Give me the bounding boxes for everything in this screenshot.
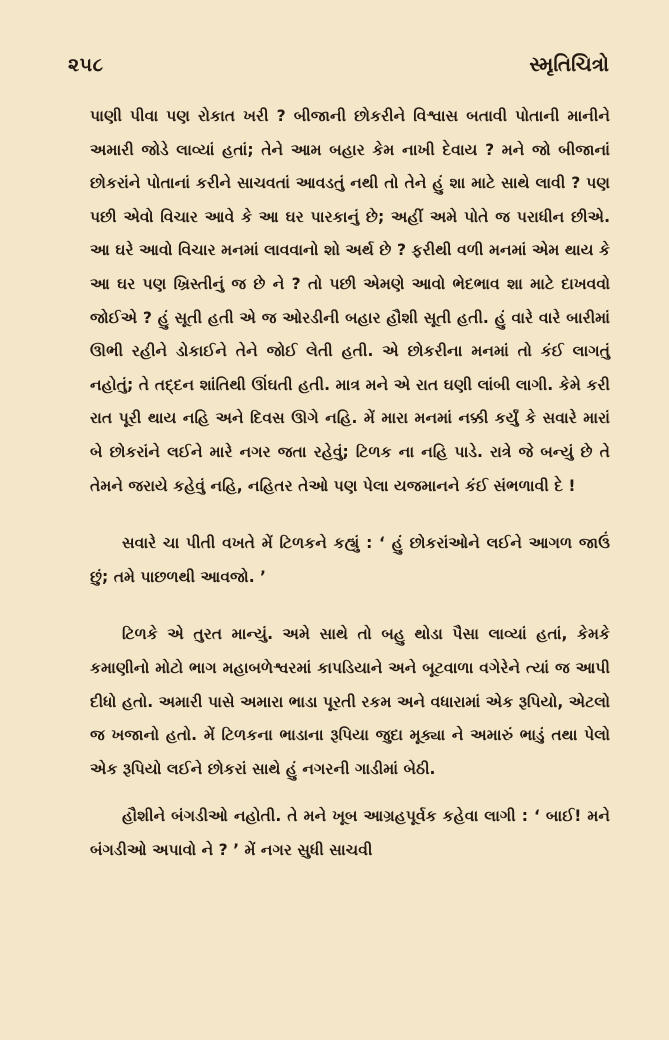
running-title: સ્મૃતિચિત્રો (529, 52, 609, 76)
paragraph: હૌશીને બંગડીઓ નહોતી. તે મને ખૂબ આગ્રહપૂર્વક કહેવા લાગી : ‘ બાઈ! મને બંગડીઓ અપાવો ને ? ’ મેં નગર સુધી સાચવી (90, 807, 610, 859)
paragraph: સવારે ચા પીતી વખતે મેં ટિળકને કહ્યું : ‘ હું છોકરાંઓને લઈને આગળ જાઉં છું; તમે પાછળથી આવજો. ’ (90, 534, 610, 586)
paragraph: પાણી પીવા પણ રોકાત ખરી ? બીજાની છોકરીને વિશ્વાસ બતાવી પોતાની માનીને અમારી જોડે લાવ્યાં હતાં; તેને આમ બહાર કેમ નાખી દેવાય ? મને જો બીજાનાં છોકરાંને પોતાનાં કરીને સાચવતાં આવડતું નથી તો તેને હું શા માટે સાથે લાવી ? પણ પછી એવો વિચાર આવે કે આ ઘર પારકાનું છે; અહીં અમે પોતે જ પરાધીન છીએ. આ ઘરે આવો વિચાર મનમાં લાવવાનો શો અર્થ છે ? ફરીથી વળી મનમાં એમ થાય કે આ ઘર પણ ખ્રિસ્તીનું જ છે ને ? તો પછી એમણે આવો ભેદભાવ શા માટે દાખવવો જોઈએ ? હું સૂતી હતી એ જ ઓરડીની બહાર હૌશી સૂતી હતી. હું વારે વારે બારીમાં ઊભી રહીને ડોકાઈને તેને જોઈ લેતી હતી. એ છોકરીના મનમાં તો કંઈ લાગતું નહોતું; તે તદ્દન શાંતિથી ઊંઘતી હતી. માત્ર મને એ રાત ઘણી લાંબી લાગી. કેમે કરી રાત પૂરી થાય નહિ અને દિવસ ઊગે નહિ. મેં મારા મનમાં નક્કી કર્યું કે સવારે મારાં બે છોકરાંને લઈને મારે નગર જતા રહેવું; ટિળક ના નહિ પાડે. રાત્રે જે બન્યું છે તે તેમને જરાયે કહેવું નહિ, નહિતર તેઓ પણ પેલા યજમાનને કંઈ સંભળાવી દે ! (90, 107, 610, 495)
body-text (90, 100, 610, 867)
page-number: ૨૫૮ (68, 54, 104, 76)
paragraph: ટિળકે એ તુરત માન્યું. અમે સાથે તો બહુ થોડા પૈસા લાવ્યાં હતાં, કેમકે કમાણીનો મોટો ભાગ મહાબળેશ્વરમાં કાપડિયાને અને બૂટવાળા વગેરેને ત્યાં જ આપી દીધો હતો. અમારી પાસે અમારા ભાડા પૂરતી રકમ અને વધારામાં એક રૂપિયો, એટલો જ ખજાનો હતો. મેં ટિળકના ભાડાના રૂપિયા જુદા મૂક્યા ને અમારું ભાડું તથા પેલો એક રૂપિયો લઈને છોકરાં સાથે હું નગરની ગાડીમાં બેઠી. (90, 625, 610, 778)
